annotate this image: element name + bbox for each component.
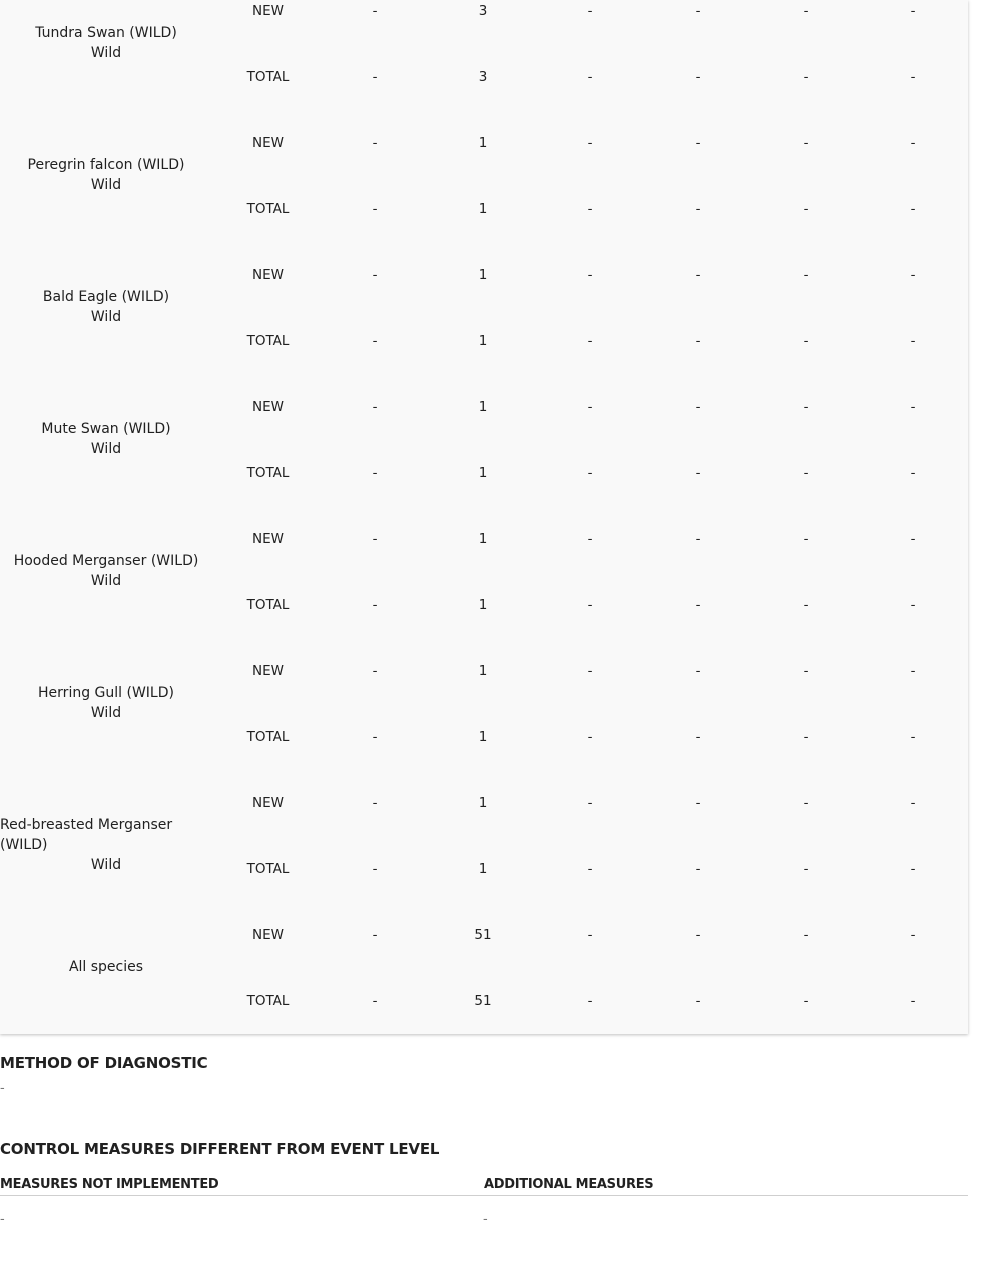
table-cell: 3 xyxy=(478,69,488,85)
row-type-label: NEW xyxy=(252,135,284,151)
table-cell: - xyxy=(803,597,809,613)
table-cell: 1 xyxy=(478,465,488,481)
table-cell: 3 xyxy=(478,3,488,19)
table-cell: - xyxy=(803,135,809,151)
row-type-label: TOTAL xyxy=(246,69,290,85)
row-type-label: NEW xyxy=(252,267,284,283)
species-label xyxy=(0,23,212,63)
species-name: Red-breasted Merganser (WILD) xyxy=(0,817,173,853)
table-cell: - xyxy=(587,201,593,217)
table-cell: - xyxy=(695,927,701,943)
species-category: Wild xyxy=(90,857,122,873)
table-cell: 1 xyxy=(478,795,488,811)
species-category: Wild xyxy=(90,177,122,193)
species-category: Wild xyxy=(90,45,122,61)
row-type-label: NEW xyxy=(252,399,284,415)
table-cell: - xyxy=(372,69,378,85)
diagnostic-value: - xyxy=(0,1081,5,1096)
table-cell: - xyxy=(803,465,809,481)
species-group xyxy=(0,341,968,481)
table-cell: - xyxy=(910,333,916,349)
new-cases-row xyxy=(0,528,968,550)
table-cell: - xyxy=(803,663,809,679)
diagnostic-section-title: METHOD OF DIAGNOSTIC xyxy=(0,1054,208,1072)
table-cell: - xyxy=(587,531,593,547)
table-cell: - xyxy=(803,795,809,811)
table-cell: 51 xyxy=(474,927,492,943)
table-cell: - xyxy=(910,729,916,745)
table-cell: - xyxy=(587,333,593,349)
species-group xyxy=(0,209,968,349)
table-cell: - xyxy=(695,597,701,613)
table-cell: - xyxy=(587,267,593,283)
species-category: Wild xyxy=(90,573,122,589)
table-cell: 1 xyxy=(478,399,488,415)
table-cell: 1 xyxy=(478,861,488,877)
table-cell: - xyxy=(910,597,916,613)
table-cell: - xyxy=(803,729,809,745)
table-cell: - xyxy=(803,531,809,547)
species-group xyxy=(0,0,968,85)
species-group xyxy=(0,473,968,613)
row-type-label: NEW xyxy=(252,927,284,943)
table-cell: 1 xyxy=(478,267,488,283)
table-cell: 1 xyxy=(478,135,488,151)
row-type-label: NEW xyxy=(252,3,284,19)
table-cell: - xyxy=(372,267,378,283)
table-cell: - xyxy=(803,69,809,85)
table-cell: - xyxy=(695,69,701,85)
additional-measures-value: - xyxy=(483,1212,488,1227)
table-cell: - xyxy=(910,663,916,679)
table-cell: - xyxy=(910,795,916,811)
table-cell: - xyxy=(372,201,378,217)
species-category: Wild xyxy=(90,705,122,721)
species-name: Tundra Swan (WILD) xyxy=(35,25,177,41)
table-cell: - xyxy=(372,795,378,811)
species-name: Mute Swan (WILD) xyxy=(41,421,171,437)
table-cell: 1 xyxy=(478,531,488,547)
species-label xyxy=(0,287,212,327)
table-cell: 1 xyxy=(478,663,488,679)
row-type-label: TOTAL xyxy=(246,861,290,877)
species-name: Herring Gull (WILD) xyxy=(38,685,174,701)
table-cell: - xyxy=(695,399,701,415)
table-cell: - xyxy=(910,267,916,283)
table-cell: - xyxy=(587,3,593,19)
table-cell: - xyxy=(372,729,378,745)
table-cell: 1 xyxy=(478,597,488,613)
species-group xyxy=(0,605,968,745)
table-cell: 1 xyxy=(478,729,488,745)
table-cell: - xyxy=(803,861,809,877)
table-cell: - xyxy=(372,927,378,943)
table-cell: - xyxy=(372,3,378,19)
row-type-label: TOTAL xyxy=(246,729,290,745)
table-cell: - xyxy=(372,333,378,349)
table-cell: - xyxy=(910,927,916,943)
table-cell: - xyxy=(695,465,701,481)
table-cell: - xyxy=(695,861,701,877)
table-cell: - xyxy=(910,531,916,547)
row-type-label: NEW xyxy=(252,531,284,547)
species-group xyxy=(0,77,968,217)
additional-measures-header: ADDITIONAL MEASURES xyxy=(484,1177,654,1192)
species-name: Peregrin falcon (WILD) xyxy=(27,157,185,173)
new-cases-row xyxy=(0,132,968,154)
row-type-label: TOTAL xyxy=(246,993,290,1009)
control-measures-section-title: CONTROL MEASURES DIFFERENT FROM EVENT LEVEL xyxy=(0,1140,440,1158)
table-cell: - xyxy=(695,135,701,151)
table-cell: - xyxy=(910,399,916,415)
table-cell: - xyxy=(587,663,593,679)
table-cell: - xyxy=(587,861,593,877)
row-type-label: TOTAL xyxy=(246,597,290,613)
row-type-label: TOTAL xyxy=(246,333,290,349)
measures-not-implemented-value: - xyxy=(0,1212,5,1227)
table-cell: - xyxy=(910,201,916,217)
table-cell: - xyxy=(910,465,916,481)
table-cell: - xyxy=(695,729,701,745)
table-cell: - xyxy=(803,201,809,217)
new-cases-row xyxy=(0,0,968,22)
table-cell: - xyxy=(803,399,809,415)
table-cell: 1 xyxy=(478,333,488,349)
table-cell: - xyxy=(587,597,593,613)
row-type-label: NEW xyxy=(252,795,284,811)
table-cell: - xyxy=(695,663,701,679)
table-cell: - xyxy=(587,795,593,811)
table-cell: - xyxy=(695,201,701,217)
table-cell: - xyxy=(803,3,809,19)
table-cell: - xyxy=(910,135,916,151)
table-cell: - xyxy=(587,399,593,415)
new-cases-row xyxy=(0,924,968,946)
row-type-label: NEW xyxy=(252,663,284,679)
new-cases-row xyxy=(0,660,968,682)
species-group xyxy=(0,737,968,877)
table-cell: - xyxy=(910,3,916,19)
species-group xyxy=(0,869,968,1009)
table-cell: - xyxy=(587,69,593,85)
table-cell: - xyxy=(372,663,378,679)
species-name: Bald Eagle (WILD) xyxy=(42,289,170,305)
table-cell: - xyxy=(803,927,809,943)
table-cell: - xyxy=(695,531,701,547)
species-category: Wild xyxy=(90,441,122,457)
table-cell: - xyxy=(695,3,701,19)
table-cell: - xyxy=(372,861,378,877)
table-cell: - xyxy=(587,729,593,745)
measures-not-implemented-header: MEASURES NOT IMPLEMENTED xyxy=(0,1177,219,1192)
table-header-divider xyxy=(0,1195,968,1196)
table-cell: - xyxy=(372,465,378,481)
table-cell: - xyxy=(695,333,701,349)
table-cell: - xyxy=(587,135,593,151)
table-cell: - xyxy=(910,69,916,85)
species-label xyxy=(0,683,212,723)
species-label xyxy=(0,957,212,977)
species-label xyxy=(0,419,212,459)
species-name: All species xyxy=(68,959,144,975)
table-cell: - xyxy=(372,135,378,151)
table-cell: - xyxy=(910,993,916,1009)
table-cell: - xyxy=(372,597,378,613)
species-category: Wild xyxy=(90,309,122,325)
row-type-label: TOTAL xyxy=(246,201,290,217)
new-cases-row xyxy=(0,792,968,814)
table-cell: - xyxy=(587,465,593,481)
table-cell: - xyxy=(372,993,378,1009)
table-cell: - xyxy=(587,927,593,943)
table-cell: - xyxy=(372,399,378,415)
species-name: Hooded Merganser (WILD) xyxy=(13,553,199,569)
row-type-label: TOTAL xyxy=(246,465,290,481)
table-cell: - xyxy=(803,333,809,349)
table-cell: - xyxy=(695,795,701,811)
new-cases-row xyxy=(0,396,968,418)
total-cases-row xyxy=(0,990,968,1012)
table-cell: - xyxy=(587,993,593,1009)
table-cell: - xyxy=(910,861,916,877)
table-cell: - xyxy=(803,993,809,1009)
new-cases-row xyxy=(0,264,968,286)
table-cell: - xyxy=(372,531,378,547)
table-cell: - xyxy=(803,267,809,283)
table-cell: - xyxy=(695,993,701,1009)
species-label xyxy=(0,155,212,195)
table-cell: 51 xyxy=(474,993,492,1009)
table-cell: - xyxy=(695,267,701,283)
species-label xyxy=(0,551,212,591)
table-cell: 1 xyxy=(478,201,488,217)
